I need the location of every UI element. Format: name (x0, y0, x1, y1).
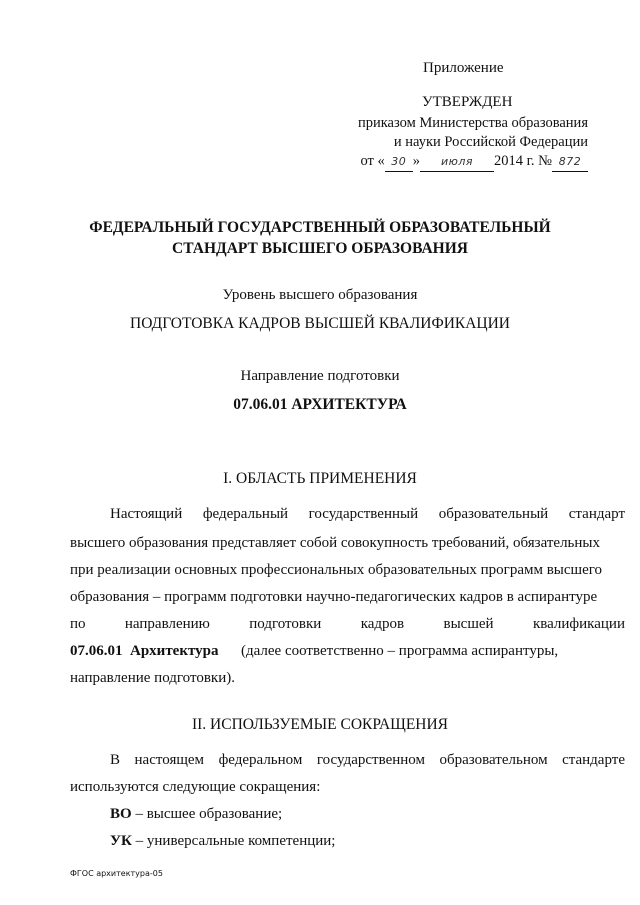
date-day: 30 (385, 152, 413, 172)
word: федеральный (202, 506, 289, 522)
education-level-label: Уровень высшего образования (222, 287, 418, 303)
approval-block (338, 114, 588, 172)
order-line-1: приказом Министерства образования (357, 115, 588, 131)
section-1-line-4: образования – программ подготовки научно-педагогических кадров в аспирантуре (70, 589, 598, 605)
direction-label: Направление подготовки (240, 368, 400, 384)
abbreviation-definition: – универсальные компетенции; (131, 833, 336, 849)
word: В (110, 752, 121, 768)
section-1-line-1 (110, 506, 625, 523)
section-1-line-2: высшего образования представляет собой совокупность требований, обязательных (70, 535, 600, 551)
word: высшей (443, 616, 494, 632)
abbreviation-item (110, 833, 625, 850)
title-line-2: СТАНДАРТ ВЫСШЕГО ОБРАЗОВАНИЯ (172, 240, 468, 257)
word: квалификации (532, 616, 625, 632)
direction-code: 07.06.01 (70, 643, 123, 659)
date-year: 2014 г. № (493, 153, 552, 169)
abbreviation-term: ВО (110, 806, 132, 822)
word: по (70, 616, 86, 632)
document-title (0, 217, 640, 259)
word: федеральном (218, 752, 303, 768)
order-number: 872 (552, 152, 588, 172)
abbreviation-term: УК (110, 833, 132, 849)
word: Настоящий (110, 506, 183, 522)
word: стандарт (568, 506, 625, 522)
word: образовательном (439, 752, 548, 768)
abbreviation-item (110, 806, 625, 823)
title-line-1: ФЕДЕРАЛЬНЫЙ ГОСУДАРСТВЕННЫЙ ОБРАЗОВАТЕЛЬНЫЙ (89, 219, 551, 236)
abbreviation-definition: – высшее образование; (131, 806, 283, 822)
word: подготовки (249, 616, 322, 632)
footer-label: ФГОС архитектура-05 (70, 869, 163, 878)
word: кадров (360, 616, 405, 632)
word: государственном (316, 752, 425, 768)
order-line-2: и науки Российской Федерации (393, 134, 588, 150)
section-2-intro-line-2: используются следующие сокращения: (70, 779, 321, 795)
section-1-line-3: при реализации основных профессиональных образовательных программ высшего (70, 562, 603, 578)
date-mid: » (412, 153, 420, 169)
word: образовательный (438, 506, 549, 522)
date-prefix: от « (360, 153, 385, 169)
direction-value: 07.06.01 АРХИТЕКТУРА (233, 396, 407, 413)
education-level-value: ПОДГОТОВКА КАДРОВ ВЫСШЕЙ КВАЛИФИКАЦИИ (130, 315, 510, 332)
direction-name: Архитектура (130, 643, 219, 659)
approved-label: УТВЕРЖДЕН (422, 94, 513, 110)
section-1-line-5 (70, 616, 625, 633)
order-date-line (338, 152, 588, 172)
word: государственный (308, 506, 419, 522)
section-2-intro-line-1 (110, 752, 625, 769)
word: настоящем (134, 752, 205, 768)
date-month: июля (420, 152, 494, 172)
section-1-heading: I. ОБЛАСТЬ ПРИМЕНЕНИЯ (223, 470, 417, 487)
direction-rest: (далее соответственно – программа аспирантуры, (241, 643, 559, 659)
section-2-heading: II. ИСПОЛЬЗУЕМЫЕ СОКРАЩЕНИЯ (191, 716, 449, 733)
word: стандарте (562, 752, 625, 768)
section-1-line-6 (70, 643, 625, 660)
word: направлению (124, 616, 210, 632)
section-1-line-7: направление подготовки). (70, 670, 235, 686)
appendix-label: Приложение (423, 60, 504, 76)
